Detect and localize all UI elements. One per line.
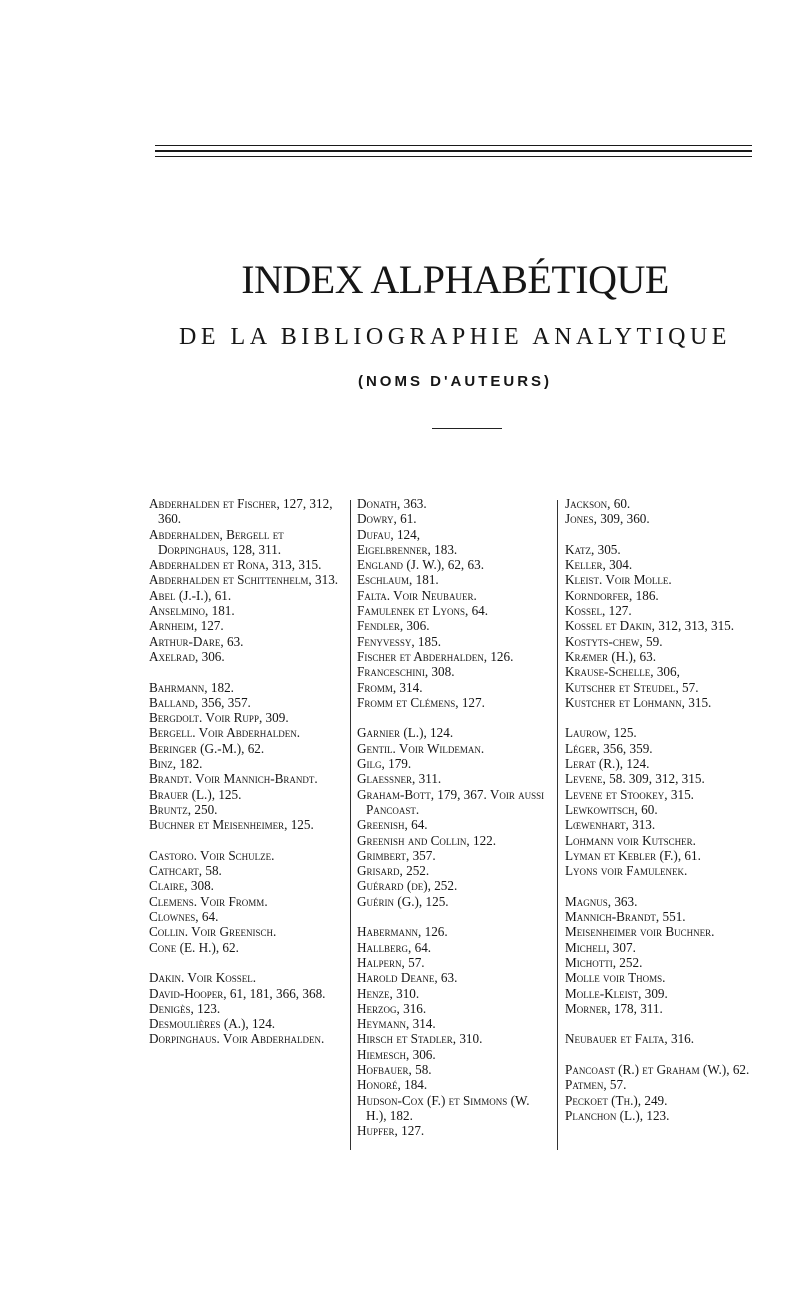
index-entry: Clownes, 64. [149,909,219,925]
top-rule-3 [155,156,752,157]
index-entry: Abderhalden, Bergell et Dorpinghaus, 128, 311. [149,526,284,557]
index-entry: Dorpinghaus. Voir Abderhalden. [149,1031,325,1047]
index-gap [565,1047,755,1062]
index-entry: Herzog, 316. [357,1000,427,1016]
index-entry: Franceschini, 308. [357,664,455,680]
index-entry: David-Hooper, 61, 181, 366, 368. [149,985,326,1001]
index-entry: Fischer et Abderhalden, 126. [357,648,514,664]
index-entry: Famulenek et Lyons, 64. [357,603,489,619]
index-entry: Collin. Voir Greenisch. [149,924,277,940]
index-entry: Fromm et Clémens, 127. [357,694,485,710]
index-entry: Fenyvessy, 185. [357,633,442,649]
index-entry: Desmoulières (A.), 124. [149,1016,276,1032]
index-entry: Pancoast (R.) et Graham (W.), 62. [565,1061,750,1077]
index-entry: Glaessner, 311. [357,771,442,787]
index-gap [565,1016,755,1031]
index-entry: Abderhalden et Schittenhelm, 313. [149,572,339,588]
index-entry: Hupfer, 127. [357,1123,425,1139]
index-gap [149,955,339,970]
index-entry: Gentil. Voir Wildeman. [357,740,485,756]
index-entry: Korndorfer, 186. [565,587,659,603]
index-entry: Meisenheimer voir Buchner. [565,924,715,940]
index-entry: Hallberg, 64. [357,939,432,955]
index-entry: Katz, 305. [565,541,621,557]
index-entry: Laurow, 125. [565,725,637,741]
index-entry: Peckoet (Th.), 249. [565,1092,668,1108]
index-entry: Kostyts-chew, 59. [565,633,663,649]
index-entry: Hiemesch, 306. [357,1046,436,1062]
index-entry: Lyman et Kebler (F.), 61. [565,847,701,863]
separator-rule [432,428,502,429]
index-entry: Garnier (L.), 124. [357,725,454,741]
index-entry: Dufau, 124, [357,526,421,542]
index-entry: Lerat (R.), 124. [565,756,650,772]
index-entry: Michotti, 252. [565,954,643,970]
index-entry: Donath, 363. [357,496,427,511]
top-rule-2 [155,150,752,152]
index-gap [149,833,339,848]
index-entry: Molle voir Thoms. [565,970,666,986]
index-entry: Habermann, 126. [357,924,448,940]
index-entry: Balland, 356, 357. [149,694,251,710]
index-entry: Neubauer et Falta, 316. [565,1031,695,1047]
index-entry: Bergdolt. Voir Rupp, 309. [149,710,289,726]
index-entry: Denigès, 123. [149,1000,221,1016]
index-entry: Greenish, 64. [357,817,428,833]
index-entry: Kossel et Dakin, 312, 313, 315. [565,618,735,634]
index-entry: Cathcart, 58. [149,863,222,879]
index-entry: Arnheim, 127. [149,618,224,634]
index-entry: Eigelbrenner, 183. [357,541,458,557]
page-subtitle: DE LA BIBLIOGRAPHIE ANALYTIQUE [179,324,731,350]
index-entry: Abel (J.-I.), 61. [149,587,232,603]
index-entry: Bahrmann, 182. [149,679,234,695]
index-entry: Falta. Voir Neubauer. [357,587,477,603]
index-entry: Abderhalden et Rona, 313, 315. [149,557,322,573]
index-entry: Levene, 58. 309, 312, 315. [565,771,705,787]
index-entry: Molle-Kleist, 309. [565,985,668,1001]
index-entry: Graham-Bott, 179, 367. Voir aussi Pancoast. [357,786,545,817]
index-entry: Binz, 182. [149,756,203,772]
index-entry: Kleist. Voir Molle. [565,572,672,588]
index-entry: Cone (E. H.), 62. [149,939,239,955]
index-entry: Grimbert, 357. [357,847,436,863]
index-entry: Castoro. Voir Schulze. [149,847,275,863]
index-gap [357,909,547,924]
index-entry: Abderhalden et Fischer, 127, 312, 360. [149,496,333,527]
index-entry: Jones, 309, 360. [565,511,650,527]
index-entry: Brauer (L.), 125. [149,786,242,802]
index-entry: Lohmann voir Kutscher. [565,832,696,848]
index-entry: Lyons voir Famulenek. [565,863,688,879]
index-entry: Brandt. Voir Mannich-Brandt. [149,771,318,787]
index-entry: Morner, 178, 311. [565,1000,663,1016]
index-entry: Bruntz, 250. [149,801,218,817]
index-entry: Hirsch et Stadler, 310. [357,1031,483,1047]
index-gap [565,527,755,542]
index-gap [565,878,755,893]
index-column-2 [357,496,547,1138]
index-entry: Harold Deane, 63. [357,970,458,986]
index-entry: Clemens. Voir Fromm. [149,893,268,909]
index-entry: Buchner et Meisenheimer, 125. [149,817,314,833]
index-gap [357,710,547,725]
index-entry: Patmen, 57. [565,1077,627,1093]
index-entry: Krause-Schelle, 306, [565,664,680,680]
index-entry: Dakin. Voir Kossel. [149,970,257,986]
index-entry: Axelrad, 306. [149,648,225,664]
index-entry: Hofbauer, 58. [357,1061,432,1077]
top-rule-1 [155,145,752,146]
index-entry: Kustcher et Lohmann, 315. [565,694,712,710]
index-entry: Mannich-Brandt, 551. [565,909,686,925]
index-entry: Honoré, 184. [357,1077,428,1093]
index-entry: Kutscher et Steudel, 57. [565,679,699,695]
index-entry: Fendler, 306. [357,618,430,634]
index-entry: Magnus, 363. [565,893,638,909]
index-entry: Léger, 356, 359. [565,740,653,756]
index-entry: Grisard, 252. [357,863,430,879]
index-entry: Fromm, 314. [357,679,423,695]
column-divider-2 [557,500,558,1150]
index-gap [149,664,339,679]
index-entry: Dowry, 61. [357,511,417,527]
index-entry: Lewkowitsch, 60. [565,801,658,817]
index-entry: Greenish and Collin, 122. [357,832,497,848]
index-entry: Arthur-Dare, 63. [149,633,244,649]
index-entry: Claire, 308. [149,878,214,894]
page-title: INDEX ALPHABÉTIQUE [241,257,669,302]
section-note: (NOMS D'AUTEURS) [357,373,553,390]
index-entry: Jackson, 60. [565,496,631,511]
index-entry: Levene et Stookey, 315. [565,786,694,802]
index-entry: Kræmer (H.), 63. [565,648,657,664]
index-entry: Gilg, 179. [357,756,412,772]
index-entry: Halpern, 57. [357,954,425,970]
column-divider-1 [350,500,351,1150]
index-entry: Anselmino, 181. [149,603,235,619]
index-entry: Planchon (L.), 123. [565,1107,670,1123]
index-entry: Kossel, 127. [565,603,632,619]
index-entry: Bergell. Voir Abderhalden. [149,725,301,741]
index-column-3 [565,496,755,1123]
index-entry: Lœwenhart, 313. [565,817,656,833]
index-entry: Eschlaum, 181. [357,572,439,588]
index-column-1 [149,496,339,1047]
index-entry: Guérard (de), 252. [357,878,458,894]
index-entry: Beringer (G.-M.), 62. [149,740,265,756]
index-gap [565,710,755,725]
index-entry: Keller, 304. [565,557,633,573]
index-entry: Heymann, 314. [357,1016,436,1032]
index-entry: England (J. W.), 62, 63. [357,557,485,573]
index-entry: Henze, 310. [357,985,420,1001]
index-entry: Guérin (G.), 125. [357,893,449,909]
index-entry: Hudson-Cox (F.) et Simmons (W. H.), 182. [357,1092,530,1123]
index-entry: Micheli, 307. [565,939,636,955]
